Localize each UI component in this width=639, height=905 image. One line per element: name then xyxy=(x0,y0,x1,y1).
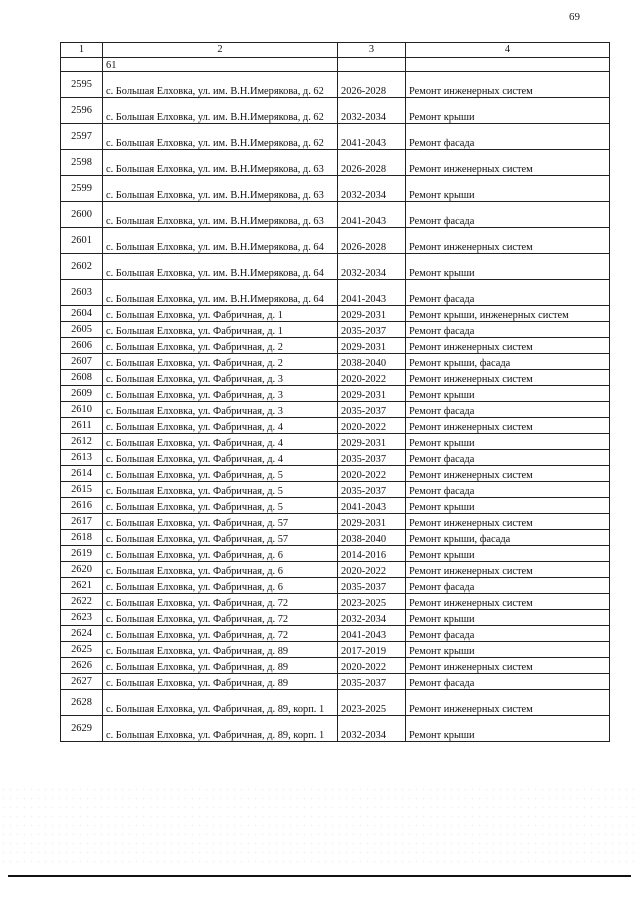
cell-address: с. Большая Елховка, ул. Фабричная, д. 72 xyxy=(103,594,338,610)
cell-address: с. Большая Елховка, ул. Фабричная, д. 5 xyxy=(103,482,338,498)
table-row xyxy=(61,546,610,562)
table-row xyxy=(61,150,610,176)
table-row xyxy=(61,482,610,498)
cell-period: 2032-2034 xyxy=(338,98,406,124)
cell-number: 2625 xyxy=(61,642,103,658)
cell-period: 2020-2022 xyxy=(338,370,406,386)
cell-address: с. Большая Елховка, ул. им. В.Н.Имерякова, д. 63 xyxy=(103,202,338,228)
cell-number: 2626 xyxy=(61,658,103,674)
header-col-work: 4 xyxy=(406,43,610,58)
table-row xyxy=(61,338,610,354)
cell-address: с. Большая Елховка, ул. им. В.Н.Имерякова, д. 63 xyxy=(103,176,338,202)
cell-work: Ремонт инженерных систем xyxy=(406,338,610,354)
cell-number: 2628 xyxy=(61,690,103,716)
cell-work: Ремонт фасада xyxy=(406,578,610,594)
cell-period: 2020-2022 xyxy=(338,466,406,482)
cell-work: Ремонт инженерных систем xyxy=(406,466,610,482)
cell-address: 61 xyxy=(103,58,338,72)
table-row xyxy=(61,562,610,578)
table-header xyxy=(61,43,610,58)
cell-work: Ремонт фасада xyxy=(406,402,610,418)
cell-address: с. Большая Елховка, ул. Фабричная, д. 2 xyxy=(103,338,338,354)
cell-address: с. Большая Елховка, ул. Фабричная, д. 3 xyxy=(103,402,338,418)
cell-address: с. Большая Елховка, ул. Фабричная, д. 4 xyxy=(103,418,338,434)
cell-number: 2598 xyxy=(61,150,103,176)
cell-number: 2596 xyxy=(61,98,103,124)
cell-number: 2621 xyxy=(61,578,103,594)
cell-number: 2607 xyxy=(61,354,103,370)
cell-number: 2597 xyxy=(61,124,103,150)
cell-address: с. Большая Елховка, ул. Фабричная, д. 4 xyxy=(103,450,338,466)
cell-period: 2017-2019 xyxy=(338,642,406,658)
header-col-number: 1 xyxy=(61,43,103,58)
cell-address: с. Большая Елховка, ул. Фабричная, д. 89, корп. 1 xyxy=(103,690,338,716)
cell-number: 2615 xyxy=(61,482,103,498)
cell-address: с. Большая Елховка, ул. Фабричная, д. 4 xyxy=(103,434,338,450)
cell-work: Ремонт инженерных систем xyxy=(406,594,610,610)
cell-number xyxy=(61,58,103,72)
table-row-continuation xyxy=(61,58,610,72)
table-row xyxy=(61,578,610,594)
cell-period: 2029-2031 xyxy=(338,514,406,530)
table-row xyxy=(61,72,610,98)
table-row xyxy=(61,674,610,690)
cell-period: 2038-2040 xyxy=(338,530,406,546)
cell-number: 2608 xyxy=(61,370,103,386)
cell-work: Ремонт инженерных систем xyxy=(406,658,610,674)
table-row xyxy=(61,626,610,642)
table-row xyxy=(61,306,610,322)
cell-period: 2041-2043 xyxy=(338,280,406,306)
cell-period: 2023-2025 xyxy=(338,690,406,716)
cell-period: 2029-2031 xyxy=(338,386,406,402)
cell-period: 2020-2022 xyxy=(338,418,406,434)
cell-period: 2029-2031 xyxy=(338,306,406,322)
cell-work: Ремонт крыши xyxy=(406,498,610,514)
table-row xyxy=(61,402,610,418)
cell-work: Ремонт инженерных систем xyxy=(406,228,610,254)
cell-number: 2612 xyxy=(61,434,103,450)
cell-work: Ремонт фасада xyxy=(406,280,610,306)
cell-work: Ремонт крыши xyxy=(406,610,610,626)
cell-period: 2041-2043 xyxy=(338,626,406,642)
cell-address: с. Большая Елховка, ул. Фабричная, д. 6 xyxy=(103,546,338,562)
cell-work: Ремонт инженерных систем xyxy=(406,562,610,578)
cell-work xyxy=(406,58,610,72)
table-row xyxy=(61,514,610,530)
table-body xyxy=(61,58,610,742)
cell-address: с. Большая Елховка, ул. Фабричная, д. 89 xyxy=(103,642,338,658)
cell-work: Ремонт фасада xyxy=(406,482,610,498)
cell-work: Ремонт фасада xyxy=(406,626,610,642)
cell-work: Ремонт крыши xyxy=(406,642,610,658)
table-row xyxy=(61,176,610,202)
page-number: 69 xyxy=(569,11,580,23)
cell-number: 2595 xyxy=(61,72,103,98)
cell-period: 2038-2040 xyxy=(338,354,406,370)
header-col-address: 2 xyxy=(103,43,338,58)
cell-period: 2026-2028 xyxy=(338,150,406,176)
cell-work: Ремонт крыши xyxy=(406,176,610,202)
table-row xyxy=(61,658,610,674)
cell-number: 2603 xyxy=(61,280,103,306)
cell-period: 2041-2043 xyxy=(338,124,406,150)
table-row xyxy=(61,280,610,306)
table-row xyxy=(61,690,610,716)
cell-work: Ремонт фасада xyxy=(406,202,610,228)
cell-address: с. Большая Елховка, ул. Фабричная, д. 89, корп. 1 xyxy=(103,716,338,742)
cell-period: 2026-2028 xyxy=(338,228,406,254)
cell-address: с. Большая Елховка, ул. Фабричная, д. 6 xyxy=(103,562,338,578)
cell-number: 2616 xyxy=(61,498,103,514)
cell-number: 2622 xyxy=(61,594,103,610)
cell-number: 2613 xyxy=(61,450,103,466)
cell-number: 2627 xyxy=(61,674,103,690)
cell-number: 2601 xyxy=(61,228,103,254)
table-row xyxy=(61,716,610,742)
cell-period: 2023-2025 xyxy=(338,594,406,610)
cell-address: с. Большая Елховка, ул. Фабричная, д. 5 xyxy=(103,466,338,482)
table-row xyxy=(61,386,610,402)
cell-work: Ремонт крыши xyxy=(406,98,610,124)
table-row xyxy=(61,466,610,482)
cell-address: с. Большая Елховка, ул. Фабричная, д. 89 xyxy=(103,674,338,690)
cell-period: 2035-2037 xyxy=(338,578,406,594)
cell-period: 2041-2043 xyxy=(338,498,406,514)
scan-noise xyxy=(0,785,639,870)
table-row xyxy=(61,228,610,254)
cell-number: 2605 xyxy=(61,322,103,338)
cell-number: 2609 xyxy=(61,386,103,402)
cell-address: с. Большая Елховка, ул. Фабричная, д. 3 xyxy=(103,370,338,386)
cell-period: 2020-2022 xyxy=(338,658,406,674)
cell-period: 2035-2037 xyxy=(338,482,406,498)
cell-number: 2614 xyxy=(61,466,103,482)
cell-address: с. Большая Елховка, ул. им. В.Н.Имерякова, д. 62 xyxy=(103,72,338,98)
table-row xyxy=(61,642,610,658)
cell-address: с. Большая Елховка, ул. Фабричная, д. 72 xyxy=(103,610,338,626)
cell-period xyxy=(338,58,406,72)
cell-address: с. Большая Елховка, ул. им. В.Н.Имерякова, д. 64 xyxy=(103,254,338,280)
cell-number: 2599 xyxy=(61,176,103,202)
table-row xyxy=(61,450,610,466)
cell-number: 2624 xyxy=(61,626,103,642)
cell-period: 2029-2031 xyxy=(338,338,406,354)
cell-number: 2617 xyxy=(61,514,103,530)
cell-work: Ремонт фасада xyxy=(406,450,610,466)
table-row xyxy=(61,124,610,150)
bottom-rule xyxy=(8,875,631,877)
cell-period: 2041-2043 xyxy=(338,202,406,228)
table-row xyxy=(61,202,610,228)
cell-work: Ремонт крыши xyxy=(406,716,610,742)
cell-period: 2014-2016 xyxy=(338,546,406,562)
cell-work: Ремонт инженерных систем xyxy=(406,72,610,98)
table-row xyxy=(61,594,610,610)
cell-work: Ремонт инженерных систем xyxy=(406,690,610,716)
cell-period: 2032-2034 xyxy=(338,176,406,202)
cell-work: Ремонт фасада xyxy=(406,124,610,150)
cell-work: Ремонт крыши, фасада xyxy=(406,530,610,546)
header-col-period: 3 xyxy=(338,43,406,58)
cell-number: 2629 xyxy=(61,716,103,742)
cell-address: с. Большая Елховка, ул. Фабричная, д. 2 xyxy=(103,354,338,370)
cell-work: Ремонт инженерных систем xyxy=(406,370,610,386)
cell-address: с. Большая Елховка, ул. Фабричная, д. 1 xyxy=(103,322,338,338)
cell-number: 2606 xyxy=(61,338,103,354)
cell-address: с. Большая Елховка, ул. им. В.Н.Имерякова, д. 64 xyxy=(103,280,338,306)
cell-period: 2035-2037 xyxy=(338,322,406,338)
cell-period: 2032-2034 xyxy=(338,610,406,626)
cell-period: 2020-2022 xyxy=(338,562,406,578)
table-row xyxy=(61,434,610,450)
cell-work: Ремонт крыши xyxy=(406,386,610,402)
table-row xyxy=(61,418,610,434)
table-row xyxy=(61,370,610,386)
cell-work: Ремонт крыши xyxy=(406,546,610,562)
cell-period: 2029-2031 xyxy=(338,434,406,450)
cell-number: 2620 xyxy=(61,562,103,578)
cell-address: с. Большая Елховка, ул. Фабричная, д. 3 xyxy=(103,386,338,402)
cell-address: с. Большая Елховка, ул. им. В.Н.Имерякова, д. 62 xyxy=(103,98,338,124)
table-row xyxy=(61,498,610,514)
cell-address: с. Большая Елховка, ул. Фабричная, д. 89 xyxy=(103,658,338,674)
cell-work: Ремонт фасада xyxy=(406,674,610,690)
cell-address: с. Большая Елховка, ул. им. В.Н.Имерякова, д. 63 xyxy=(103,150,338,176)
cell-period: 2035-2037 xyxy=(338,674,406,690)
table-row xyxy=(61,530,610,546)
cell-number: 2623 xyxy=(61,610,103,626)
cell-address: с. Большая Елховка, ул. им. В.Н.Имерякова, д. 62 xyxy=(103,124,338,150)
cell-number: 2610 xyxy=(61,402,103,418)
table-row xyxy=(61,322,610,338)
cell-number: 2611 xyxy=(61,418,103,434)
cell-work: Ремонт крыши xyxy=(406,254,610,280)
table-row xyxy=(61,98,610,124)
cell-work: Ремонт фасада xyxy=(406,322,610,338)
cell-number: 2602 xyxy=(61,254,103,280)
cell-period: 2026-2028 xyxy=(338,72,406,98)
cell-work: Ремонт инженерных систем xyxy=(406,514,610,530)
cell-period: 2035-2037 xyxy=(338,402,406,418)
header-row xyxy=(61,43,610,58)
cell-work: Ремонт крыши, фасада xyxy=(406,354,610,370)
cell-work: Ремонт инженерных систем xyxy=(406,150,610,176)
table-row xyxy=(61,254,610,280)
cell-period: 2032-2034 xyxy=(338,254,406,280)
cell-work: Ремонт инженерных систем xyxy=(406,418,610,434)
table-row xyxy=(61,610,610,626)
cell-address: с. Большая Елховка, ул. Фабричная, д. 57 xyxy=(103,514,338,530)
repair-schedule-table xyxy=(60,42,610,742)
cell-address: с. Большая Елховка, ул. Фабричная, д. 5 xyxy=(103,498,338,514)
cell-number: 2600 xyxy=(61,202,103,228)
cell-work: Ремонт крыши xyxy=(406,434,610,450)
table-row xyxy=(61,354,610,370)
cell-number: 2618 xyxy=(61,530,103,546)
cell-number: 2604 xyxy=(61,306,103,322)
cell-address: с. Большая Елховка, ул. Фабричная, д. 1 xyxy=(103,306,338,322)
cell-period: 2035-2037 xyxy=(338,450,406,466)
cell-address: с. Большая Елховка, ул. Фабричная, д. 57 xyxy=(103,530,338,546)
cell-work: Ремонт крыши, инженерных систем xyxy=(406,306,610,322)
cell-address: с. Большая Елховка, ул. Фабричная, д. 72 xyxy=(103,626,338,642)
cell-address: с. Большая Елховка, ул. им. В.Н.Имерякова, д. 64 xyxy=(103,228,338,254)
cell-address: с. Большая Елховка, ул. Фабричная, д. 6 xyxy=(103,578,338,594)
cell-period: 2032-2034 xyxy=(338,716,406,742)
cell-number: 2619 xyxy=(61,546,103,562)
